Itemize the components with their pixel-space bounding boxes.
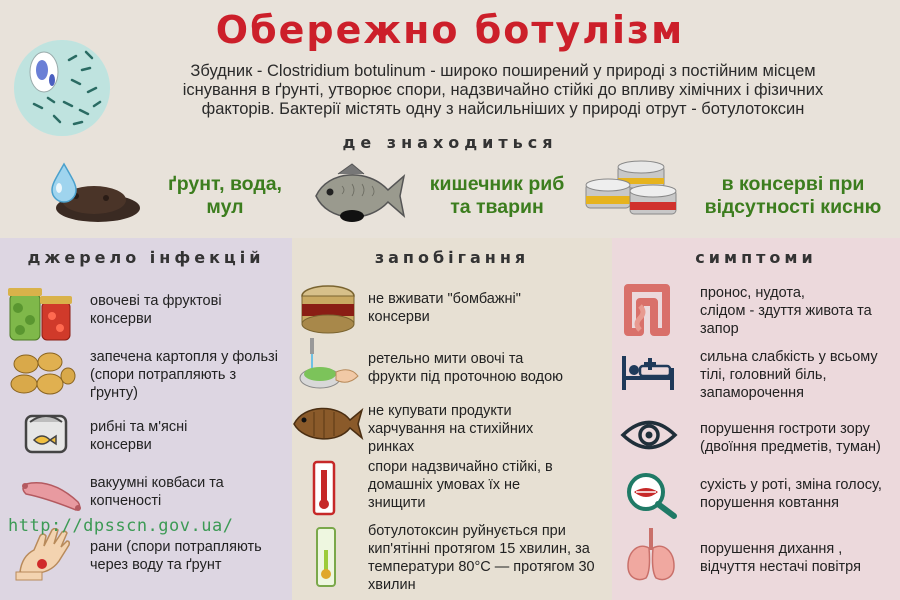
item-line: пронос, нудота, bbox=[700, 285, 805, 301]
where-item-soil bbox=[150, 173, 300, 219]
where-line: мул bbox=[206, 196, 244, 218]
list-item bbox=[90, 538, 290, 574]
where-line: кишечник риб bbox=[429, 173, 565, 195]
where-line: та тварин bbox=[450, 196, 544, 218]
list-item bbox=[90, 418, 285, 454]
page-title: Обережно ботулізм bbox=[215, 8, 685, 52]
prevention-column bbox=[292, 238, 612, 600]
item-line: ґрунту) bbox=[90, 385, 139, 401]
item-line: через воду та ґрунт bbox=[90, 557, 222, 573]
item-line: не купувати продукти bbox=[368, 403, 512, 419]
mouth-magnifier-icon bbox=[624, 472, 680, 525]
intro-line: існування в ґрунті, утворює спори, надзвичайно стійкі до впливу хімічних і фізичних bbox=[182, 81, 824, 99]
item-line: хвилин bbox=[368, 577, 416, 593]
intro-line: факторів. Бактерії містять одну з найсильніших у природі отрут - ботулотоксин bbox=[201, 100, 805, 118]
symptoms-column bbox=[612, 238, 900, 600]
item-line: знищити bbox=[368, 495, 426, 511]
where-line: відсутності кисню bbox=[704, 196, 882, 218]
list-item bbox=[368, 350, 608, 386]
intro-text bbox=[128, 62, 878, 119]
list-item bbox=[700, 540, 896, 576]
item-line: запаморочення bbox=[700, 385, 804, 401]
list-item bbox=[368, 522, 612, 594]
list-item bbox=[368, 402, 608, 456]
washing-vegetables-icon bbox=[296, 338, 362, 399]
where-item-can bbox=[688, 173, 898, 219]
item-line: кип'ятінні протягом 15 хвилин, за bbox=[368, 541, 590, 557]
where-line: ґрунт, вода, bbox=[168, 173, 282, 195]
where-heading: де знаходиться bbox=[342, 133, 558, 152]
item-line: слідом - здуття живота та bbox=[700, 303, 872, 319]
eye-icon bbox=[620, 418, 678, 457]
thermometer-icon bbox=[314, 526, 338, 593]
lungs-icon bbox=[624, 526, 678, 589]
list-item bbox=[700, 420, 896, 456]
hospital-bed-icon bbox=[620, 354, 676, 397]
item-line: вакуумні ковбаси та bbox=[90, 475, 224, 491]
item-line: тілі, головний біль, bbox=[700, 367, 827, 383]
item-line: овочеві та фруктові bbox=[90, 293, 222, 309]
item-line: не вживати "бомбажні" bbox=[368, 291, 521, 307]
item-line: сильна слабкість у всьому bbox=[700, 349, 878, 365]
hot-thermometer-icon bbox=[310, 460, 338, 521]
canned-food-icon bbox=[584, 160, 684, 233]
item-line: сухість у роті, зміна голосу, bbox=[700, 477, 882, 493]
where-item-intestine bbox=[418, 173, 576, 219]
item-line: консерви bbox=[90, 437, 152, 453]
intro-line: Збудник - Clostridium botulinum - широко поширений у природі з постійним місцем bbox=[190, 62, 816, 80]
list-item bbox=[368, 290, 608, 326]
item-line: рани (спори потрапляють bbox=[90, 539, 262, 555]
item-line: копченості bbox=[90, 493, 162, 509]
item-line: консерви bbox=[368, 309, 430, 325]
item-line: ботулотоксин руйнується при bbox=[368, 523, 566, 539]
item-line: запор bbox=[700, 321, 739, 337]
item-line: (двоїння предметів, туман) bbox=[700, 439, 881, 455]
watermark-url: http://dpsscn.gov.ua/ bbox=[8, 516, 234, 536]
fish-can-icon bbox=[22, 408, 70, 461]
potato-icon bbox=[8, 348, 76, 401]
sausage-icon bbox=[20, 474, 84, 519]
preserves-jars-icon bbox=[6, 284, 76, 349]
dried-fish-icon bbox=[290, 398, 364, 451]
list-item bbox=[368, 458, 608, 512]
bacteria-icon bbox=[14, 40, 110, 136]
item-line: температури 80°С — протягом 30 bbox=[368, 559, 595, 575]
where-line: в консерві при bbox=[721, 173, 865, 195]
list-item bbox=[90, 348, 290, 402]
item-line: порушення дихання , bbox=[700, 541, 843, 557]
item-line: ринках bbox=[368, 439, 415, 455]
item-line: порушення гостроти зору bbox=[700, 421, 870, 437]
intestine-icon bbox=[620, 282, 674, 343]
wounded-hand-icon bbox=[14, 528, 82, 589]
sources-heading: джерело інфекцій bbox=[27, 248, 265, 267]
item-line: домашніх умовах їх не bbox=[368, 477, 521, 493]
symptoms-heading: симптоми bbox=[695, 248, 817, 267]
list-item bbox=[700, 284, 896, 338]
prevention-heading: запобігання bbox=[374, 248, 530, 267]
list-item bbox=[700, 476, 900, 512]
fish-icon bbox=[308, 160, 408, 237]
item-line: ретельно мити овочі та bbox=[368, 351, 524, 367]
list-item bbox=[90, 474, 285, 510]
item-line: харчування на стихійних bbox=[368, 421, 534, 437]
item-line: порушення ковтання bbox=[700, 495, 840, 511]
soil-water-drop-icon bbox=[46, 160, 142, 229]
item-line: (спори потрапляють з bbox=[90, 367, 237, 383]
item-line: консерви bbox=[90, 311, 152, 327]
item-line: фрукти під проточною водою bbox=[368, 369, 564, 385]
item-line: спори надзвичайно стійкі, в bbox=[368, 459, 553, 475]
item-line: запечена картопля у фользі bbox=[90, 349, 278, 365]
list-item bbox=[90, 292, 285, 328]
item-line: рибні та м'ясні bbox=[90, 419, 188, 435]
item-line: відчуття нестачі повітря bbox=[700, 559, 861, 575]
list-item bbox=[700, 348, 896, 402]
sources-column bbox=[0, 238, 292, 600]
swollen-can-icon bbox=[298, 282, 358, 341]
